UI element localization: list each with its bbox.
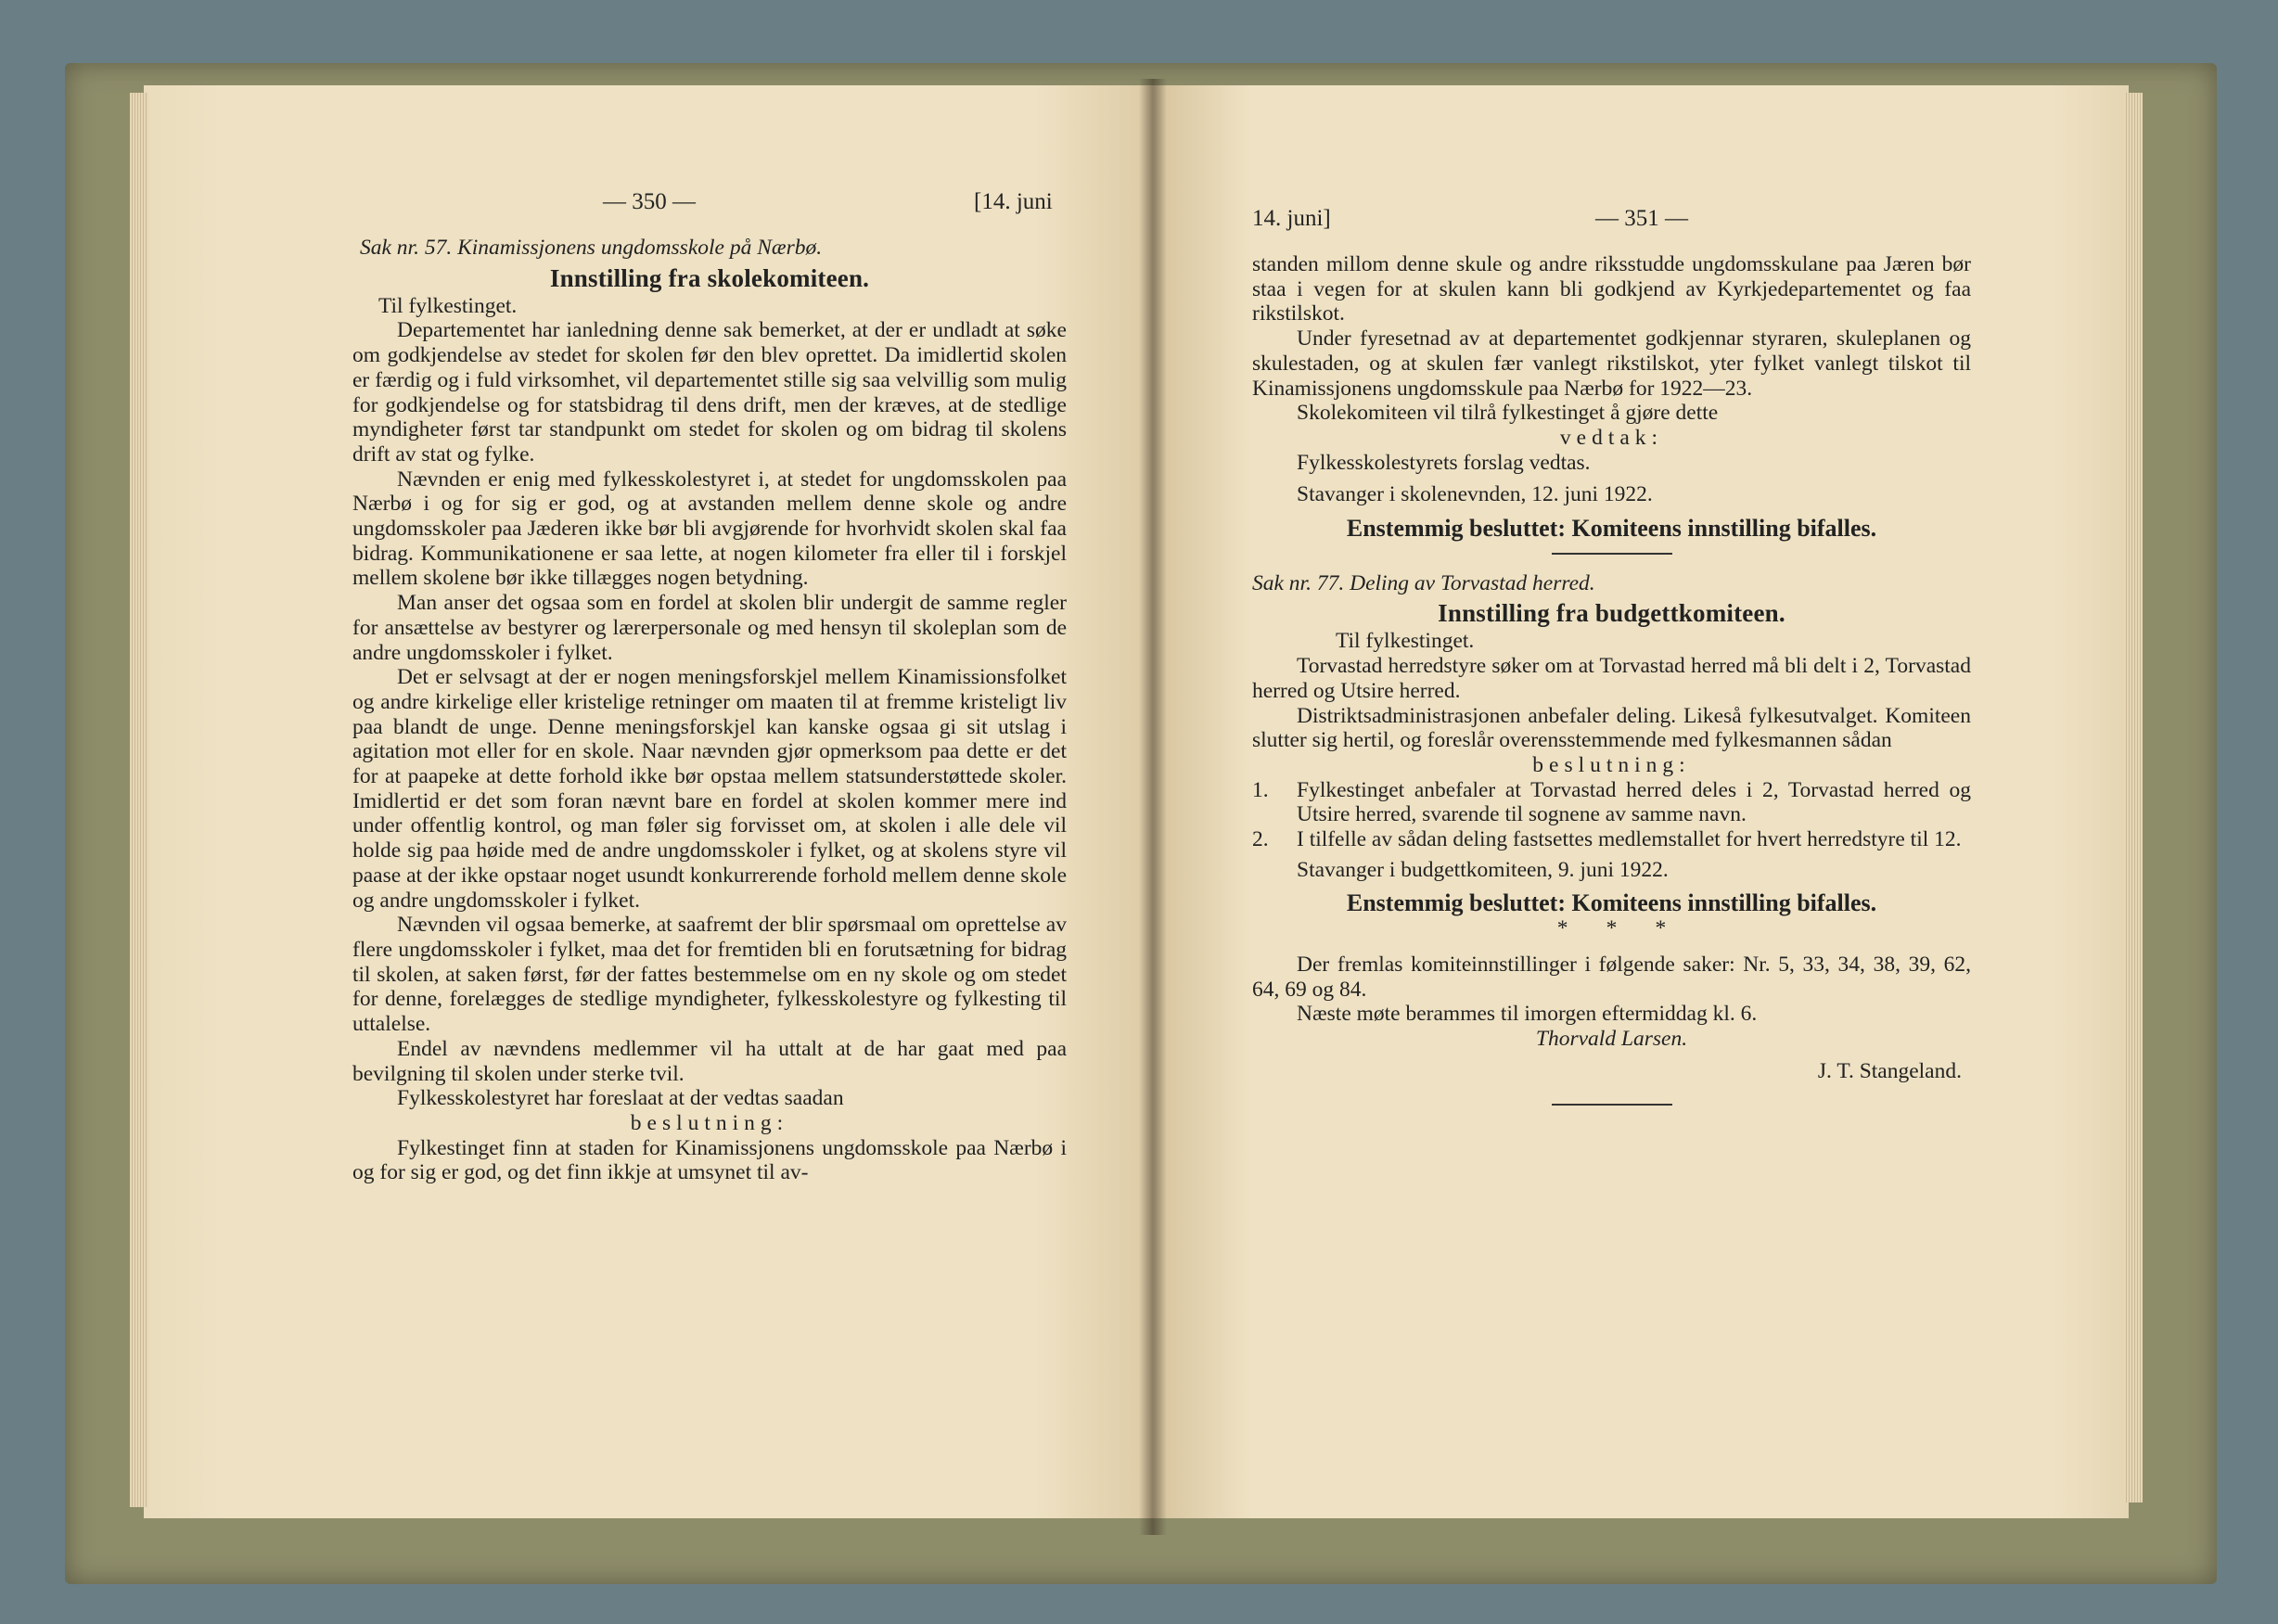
- paragraph: Torvastad herredstyre søker om at Torvastad herred må bli delt i 2, Torvastad herred og Utsire herred.: [1252, 654, 1971, 703]
- paragraph: Næste møte berammes til imorgen eftermiddag kl. 6.: [1297, 1002, 1758, 1027]
- section-stars: * * *: [1556, 916, 1667, 941]
- list-item: [1252, 778, 1971, 827]
- vedtak-label: vedtak:: [1559, 425, 1664, 450]
- heading-budgettkomiteen: Innstilling fra budgettkomiteen.: [1438, 599, 1785, 628]
- divider: [1552, 553, 1672, 555]
- right-page-number: — 351 —: [1595, 206, 1688, 231]
- left-content: [352, 236, 1067, 1185]
- salutation: Til fylkestinget.: [1336, 629, 1475, 654]
- signature-chair: Thorvald Larsen.: [1535, 1026, 1688, 1051]
- paragraph: Nævnden er enig med fylkesskolestyret i, at stedet for ungdomsskolen paa Nærbø i og for sig er god, og at avstanden mellem denne skole og andre ungdomsskoler paa Jæderen ikke bør bli avgjørende for hvorhvidt skolen skal faa bidrag. Kommunikationene er saa lette, at nogen kilometer fra eller til i forskjel mellem skolene bør ikke tillægges nogen betydning.: [352, 467, 1067, 591]
- list-item-number: 2.: [1252, 827, 1269, 852]
- paragraph: Departementet har ianledning denne sak bemerket, at der er undladt at søke om godkjendelse av stedet for skolen før den blev oprettet. Da imidlertid skolen er færdig og i fuld virksomhet, vil departementet stille sig saa velvillig som mulig for godkjendelse og for statsbidrag til dens drift, men der kræves, at de stedlige myndigheter først tar standpunkt om stedet for skolen og om bidrag til skolens drift av stat og fylke.: [352, 318, 1067, 467]
- left-date-head: [14. juni: [974, 189, 1053, 214]
- right-date-head: 14. juni]: [1252, 206, 1331, 231]
- paragraph: Under fyresetnad av at departementet godkjennar styraren, skuleplanen og skulestaden, og at skulen fær vanlegt rikstilskot, yter fylket vanlegt tilskot til Kinamissjonens ungdomsskule paa Nærbø for 1922—23.: [1252, 326, 1971, 401]
- sak-57-title: Sak nr. 57. Kinamissjonens ungdomsskole på Nærbø.: [360, 236, 823, 260]
- paragraph: Distriktsadministrasjonen anbefaler deling. Likeså fylkesutvalget. Komiteen slutter sig hertil, og foreslår overensstemmende med fylkesmannen sådan: [1252, 703, 1971, 753]
- place-date: Stavanger i budgettkomiteen, 9. juni 1922.: [1297, 857, 1669, 882]
- page-edges-right: [2124, 93, 2143, 1503]
- left-page-number: — 350 —: [603, 189, 696, 214]
- resolution: Enstemmig besluttet: Komiteens innstilling bifalles.: [1346, 515, 1877, 543]
- vedtak-text: Fylkesskolestyrets forslag vedtas.: [1297, 450, 1591, 475]
- signature-secretary: J. T. Stangeland.: [1817, 1058, 1962, 1083]
- paragraph: Endel av nævndens medlemmer vil ha uttalt at de har gaat med paa bevilgning til skolen under sterke tvil.: [352, 1036, 1067, 1086]
- resolution: Enstemmig besluttet: Komiteens innstilling bifalles.: [1346, 889, 1877, 917]
- list-item: [1252, 827, 1971, 852]
- paragraph: Fylkesskolestyret har foreslaat at der vedtas saadan: [397, 1086, 844, 1111]
- book-gutter: [1139, 79, 1167, 1535]
- right-page: [1155, 85, 2129, 1518]
- final-paragraph: Fylkestinget finn at staden for Kinamissjonens ungdomsskole paa Nærbø i og for sig er god, og det finn ikkje at umsynet til av-: [352, 1135, 1067, 1185]
- end-rule: [1552, 1104, 1672, 1106]
- salutation: Til fylkestinget.: [378, 293, 518, 318]
- right-content: [1252, 252, 1971, 1111]
- continued-paragraph: standen millom denne skule og andre riksstudde ungdomsskulane paa Jæren bør staa i vegen for at skulen kann bli godkjend av Kyrkjedepartementet og faa rikstilskot.: [1252, 252, 1971, 326]
- paragraph: Det er selvsagt at der er nogen meningsforskjel mellem Kinamissionsfolket og andre kirkelige eller kristelige retninger om maaten til at fremme kristeligt liv paa blandt de unge. Denne meningsforskjel kan kanske ogsaa gi sit utslag i agitation mot eller for en skole. Naar nævnden gjør opmerksom paa dette er det for at paapeke at dette forhold ikke bør opstaa mellem statsunderstøttede skoler. Imidlertid er det som foran nævnt bare en fordel at skolen kommer mere ind under offentlig kontrol, og man føler sig forvisset om, at skolen i alle dele vil holde sig paa høide med de andre ungdomsskoler i fylket, og at skolens styre vil paase at der ikke opstaar noget usundt konkurrerende forhold mellem denne skole og andre ungdomsskoler i fylket.: [352, 665, 1067, 913]
- list-item-text: I tilfelle av sådan deling fastsettes medlemstallet for hvert herredstyre til 12.: [1297, 827, 1962, 852]
- paragraph: Der fremlas komiteinnstillinger i følgende saker: Nr. 5, 33, 34, 38, 39, 62, 64, 69 og 84.: [1252, 952, 1971, 1002]
- list-item-text: Fylkestinget anbefaler at Torvastad herred deles i 2, Torvastad herred og Utsire herred, svarende til sognene av samme navn.: [1297, 777, 1971, 827]
- sak-77-title: Sak nr. 77. Deling av Torvastad herred.: [1252, 570, 1595, 595]
- recommendation: Skolekomiteen vil tilrå fylkestinget å gjøre dette: [1297, 401, 1719, 426]
- left-page: [144, 85, 1155, 1518]
- list-item-number: 1.: [1252, 777, 1269, 802]
- paragraph: Man anser det ogsaa som en fordel at skolen blir undergit de samme regler for ansættelse av bestyrer og lærerpersonale og med hensyn til skoleplan som de andre ungdomsskoler i fylket.: [352, 591, 1067, 665]
- paragraph: Nævnden vil ogsaa bemerke, at saafremt der blir spørsmaal om oprettelse av flere ungdomsskoler i fylket, maa det for fremtiden bli en forutsætning for bidrag til skolen, at saken først, før der fattes bestemmelse om en ny skole og om stedet for denne, forelægges de stedlige myndigheter, fylkesskolestyre og fylkesting til uttalelse.: [352, 913, 1067, 1037]
- page-edges-left: [130, 93, 148, 1507]
- heading-skolekomiteen: Innstilling fra skolekomiteen.: [549, 263, 870, 292]
- beslutning-label: beslutning:: [630, 1110, 789, 1135]
- beslutning-label: beslutning:: [1532, 752, 1691, 777]
- place-date: Stavanger i skolenevnden, 12. juni 1922.: [1297, 482, 1653, 507]
